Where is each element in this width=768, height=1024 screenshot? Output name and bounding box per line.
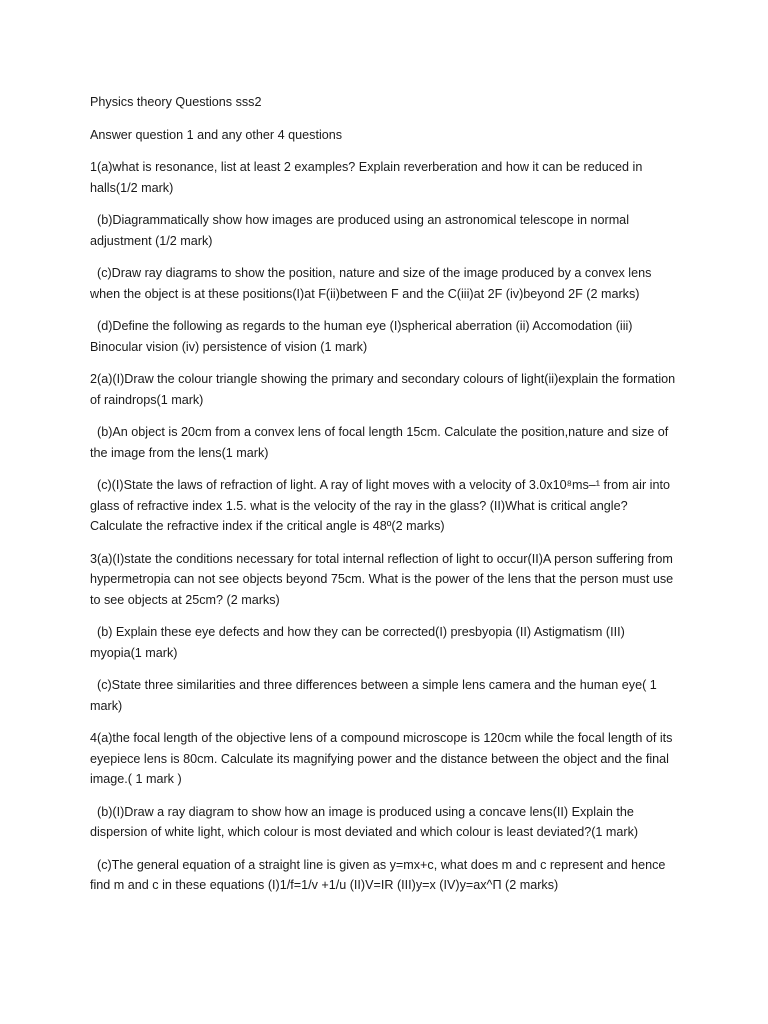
instructions-text: Answer question 1 and any other 4 questions [90, 127, 343, 142]
question-1d: (d)Define the following as regards to the human eye (I)spherical aberration (ii) Accomodation (iii) Binocular vision (iv) persistence of vision (1 mark) [90, 319, 636, 354]
question-2b: (b)An object is 20cm from a convex lens of focal length 15cm. Calculate the position,nature and size of the image from the lens(1 mark) [90, 425, 672, 460]
question-1a: 1(a)what is resonance, list at least 2 examples? Explain reverberation and how it can be reduced in halls(1/2 mark) [90, 160, 646, 195]
question-4a: 4(a)the focal length of the objective lens of a compound microscope is 120cm while the focal length of its eyepiece lens is 80cm. Calculate its magnifying power and the distance between the object and the final image.( 1 mark ) [90, 731, 676, 786]
document-title: Physics theory Questions sss2 [90, 95, 262, 109]
question-1b: (b)Diagrammatically show how images are produced using an astronomical telescope in normal adjustment (1/2 mark) [90, 213, 633, 248]
question-4b: (b)(I)Draw a ray diagram to show how an image is produced using a concave lens(II) Explain the dispersion of white light, which colour is most deviated and which colour is least deviated?(1 mark) [90, 804, 639, 839]
question-2c: (c)(I)State the laws of refraction of light. A ray of light moves with a velocity of 3.0x10⁸ms–¹ from air into glass of refractive index 1.5. what is the velocity of the ray in the glass? (II)What is critical angle? Calculate the refractive index if the critical angle is 48º(2 marks) [90, 478, 674, 533]
document-body [90, 92, 680, 896]
question-4c: (c)The general equation of a straight line is given as y=mx+c, what does m and c represent and hence find m and c in these equations (I)1/f=1/v +1/u (II)V=IR (III)y=x (IV)y=ax^Π (2 marks) [90, 857, 669, 892]
question-3b: (b) Explain these eye defects and how they can be corrected(I) presbyopia (II) Astigmatism (III) myopia(1 mark) [90, 625, 629, 660]
question-3a: 3(a)(I)state the conditions necessary for total internal reflection of light to occur(II)A person suffering from hypermetropia can not see objects beyond 75cm. What is the power of the lens that the person must use to see objects at 25cm? (2 marks) [90, 551, 677, 607]
question-1c: (c)Draw ray diagrams to show the position, nature and size of the image produced by a convex lens when the object is at these positions(I)at F(ii)between F and the C(iii)at 2F (iv)beyond 2F (2 marks) [90, 266, 655, 301]
question-2a: 2(a)(I)Draw the colour triangle showing the primary and secondary colours of light(ii)explain the formation of raindrops(1 mark) [90, 372, 679, 407]
question-3c: (c)State three similarities and three differences between a simple lens camera and the human eye( 1 mark) [90, 678, 661, 713]
